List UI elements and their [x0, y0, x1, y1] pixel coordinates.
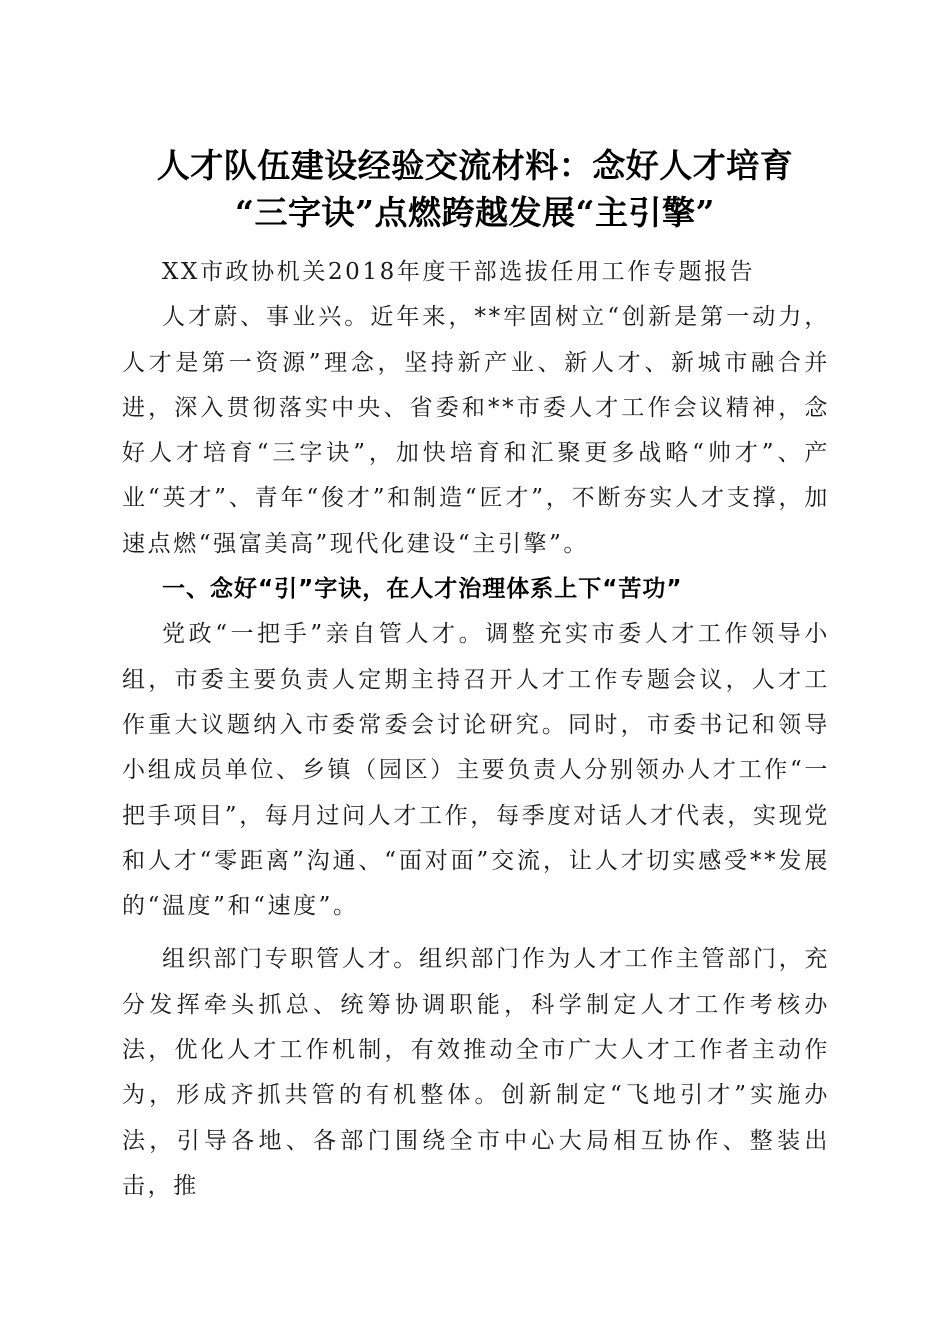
section-1-paragraph-1: 党政“一把手”亲自管人才。调整充实市委人才工作领导小组，市委主要负责人定期主持召开人才工作专题会议，人才工作重大议题纳入市委常委会讨论研究。同时，市委书记和领导小组成员单位、乡镇（园区）主要负责人分别领办人才工作“一把手项目”，每月过问人才工作，每季度对话人才代表，实现党和人才“零距离”沟通、“面对面”交流，让人才切实感受**发展的“温度”和“速度”。: [122, 621, 830, 920]
section-1-paragraph-2: 组织部门专职管人才。组织部门作为人才工作主管部门，充分发挥牵头抓总、统筹协调职能，科学制定人才工作考核办法，优化人才工作机制，有效推动全市广大人才工作者主动作为，形成齐抓共管的有机整体。创新制定“飞地引才”实施办法，引导各地、各部门围绕全市中心大局相互协作、整装出击，推: [122, 946, 830, 1199]
document-title-line-2: “三字诀”点燃跨越发展“主引擎”: [235, 193, 715, 232]
document-subtitle: XX市政协机关2018年度干部选拔任用工作专题报告: [162, 259, 756, 285]
section-1-heading: 一、念好“引”字诀，在人才治理体系上下“苦功”: [162, 576, 683, 603]
intro-paragraph: 人才蔚、事业兴。近年来，**牢固树立“创新是第一动力，人才是第一资源”理念，坚持新产业、新人才、新城市融合并进，深入贯彻落实中央、省委和**市委人才工作会议精神，念好人才培育“三字诀”，加快培育和汇聚更多战略“帅才”、产业“英才”、青年“俊才”和制造“匠才”，不断夯实人才支撑，加速点燃“强富美高”现代化建设“主引擎”。: [122, 304, 830, 557]
document-body: [122, 250, 830, 1209]
document-title-line-1: 人才队伍建设经验交流材料：念好人才培育: [156, 146, 794, 185]
